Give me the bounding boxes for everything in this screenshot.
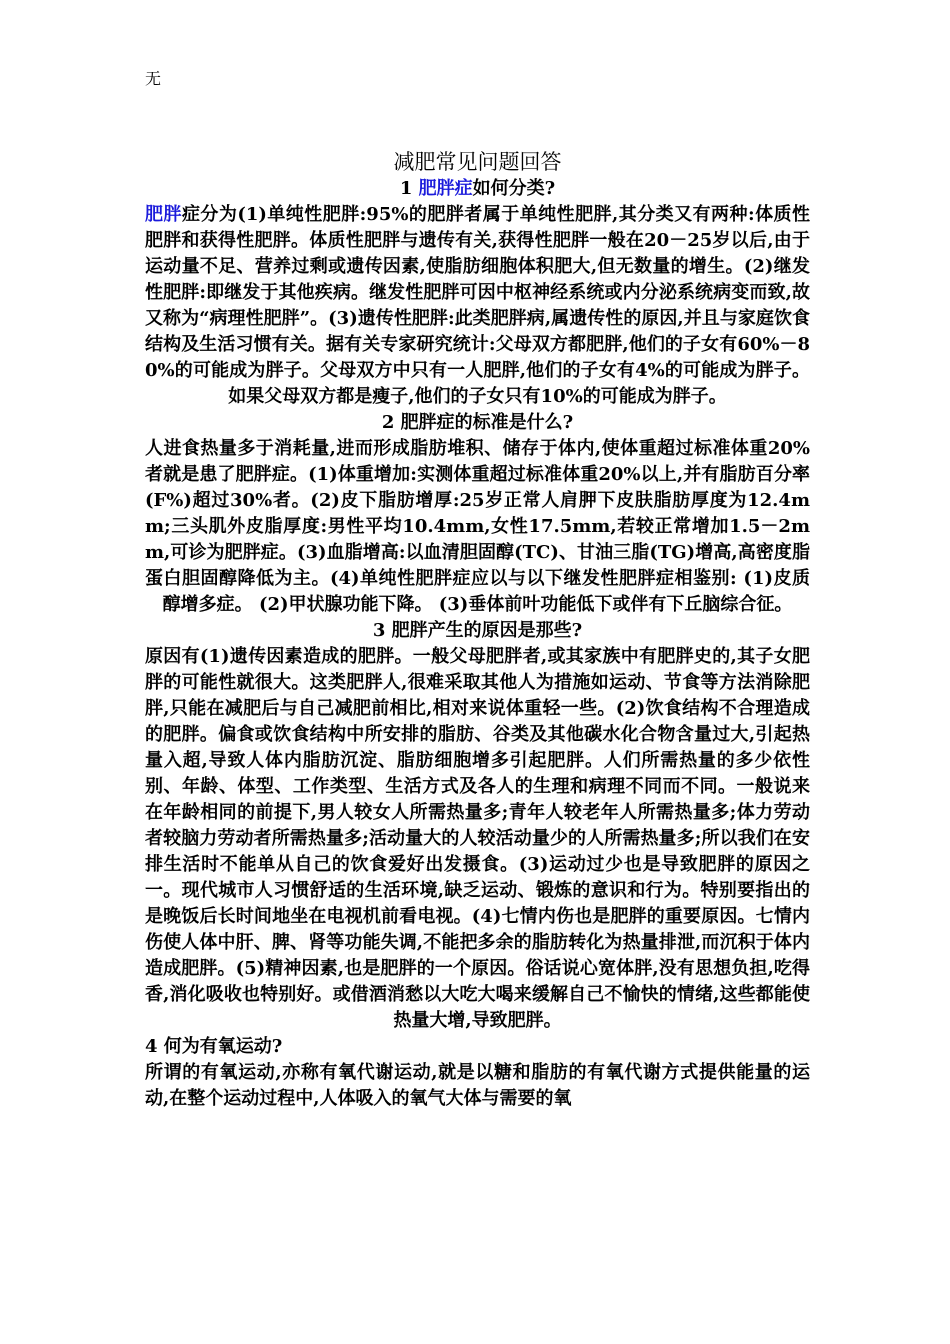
question-2-heading: 2 肥胖症的标准是什么? — [381, 412, 574, 433]
answer-3: 原因有(1)遗传因素造成的肥胖。一般父母肥胖者,或其家族中有肥胖史的,其子女肥胖的可能性就很大。这类肥胖人,很难采取其他人为措施如运动、节食等方法消除肥胖,只能在减肥后与自己减肥前相比,相对来说体重轻一些。(2)饮食结构不合理造成的肥胖。偏食或饮食结构中所安排的脂肪、谷类及其他碳水化合物含量过大,引起热量入超,导致人体内脂肪沉淀、脂肪细胞增多引起肥胖。人们所需热量的多少依性别、年龄、体型、工作类型、生活方式及各人的生理和病理不同而不同。一般说来在年龄相同的前提下,男人较女人所需热量多;青年人较老年人所需热量多;体力劳动者较脑力劳动者所需热量多;活动量大的人较活动量少的人所需热量多;所以我们在安排生活时不能单从自己的饮食爱好出发摄食。(3)运动过少也是导致肥胖的原因之一。现代城市人习惯舒适的生活环境,缺乏运动、锻炼的意识和行为。特别要指出的是晚饭后长时间地坐在电视机前看电视。(4)七情内伤也是肥胖的重要原因。七情内伤使人体中肝、脾、肾等功能失调,不能把多余的脂肪转化为热量排泄,而沉积于体内造成肥胖。(5)精神因素,也是肥胖的一个原因。俗话说心宽体胖,没有思想负担,吃得香,消化吸收也特别好。或借酒消愁以大吃大喝来缓解自己不愉快的情绪,这些都能使热量大增,导致肥胖。 — [145, 646, 810, 1031]
document-title: 减肥常见问题回答 — [393, 150, 562, 174]
question-1-heading — [145, 176, 810, 202]
question-1-number: 1 — [399, 178, 419, 199]
answer-2: 人进食热量多于消耗量,进而形成脂肪堆积、储存于体内,使体重超过标准体重20%者就是患了肥胖症。(1)体重增加:实测体重超过标准体重20%以上,并有脂肪百分率(F%)超过30%者。(2)皮下脂肪增厚:25岁正常人肩胛下皮肤脂肪厚度为12.4mm;三头肌外皮脂厚度:男性平均10.4mm,女性17.5mm,若较正常增加1.5－2mm,可诊为肥胖症。(3)血脂增高:以血清胆固醇(TC)、甘油三脂(TG)增高,高密度脂蛋白胆固醇降低为主。(4)单纯性肥胖症应以与以下继发性肥胖症相鉴别: (1)皮质醇增多症。 (2)甲状腺功能下降。 (3)垂体前叶功能低下或伴有下丘脑综合征。 — [145, 438, 810, 615]
obesity-link[interactable]: 肥胖症 — [418, 178, 473, 199]
answer-4: 所谓的有氧运动,亦称有氧代谢运动,就是以糖和脂肪的有氧代谢方式提供能量的运动,在整个运动过程中,人体吸入的氧气大体与需要的氧 — [145, 1062, 810, 1109]
answer-1 — [145, 202, 810, 410]
answer-1-text: 症分为(1)单纯性肥胖:95%的肥胖者属于单纯性肥胖,其分类又有两种:体质性肥胖和获得性肥胖。体质性肥胖与遗传有关,获得性肥胖一般在20－25岁以后,由于运动量不足、营养过剩或遗传因素,使脂肪细胞体积肥大,但无数量的增生。(2)继发性肥胖:即继发于其他疾病。继发性肥胖可因中枢神经系统或内分泌系统病变而致,故又称为“病理性肥胖”。(3)遗传性肥胖:此类肥胖病,属遗传性的原因,并且与家庭饮食结构及生活习惯有关。据有关专家研究统计:父母双方都肥胖,他们的子女有60%－80%的可能成为胖子。父母双方中只有一人肥胖,他们的子女有4%的可能成为胖子。如果父母双方都是瘦子,他们的子女只有10%的可能成为胖子。 — [145, 204, 811, 407]
page-header: 无 — [145, 69, 162, 88]
question-4-heading: 4 何为有氧运动? — [145, 1036, 283, 1057]
question-1-text: 如何分类? — [472, 178, 556, 199]
obesity-link-2[interactable]: 肥胖 — [145, 204, 182, 225]
document-body — [145, 148, 810, 1112]
question-3-heading: 3 肥胖产生的原因是那些? — [372, 620, 583, 641]
